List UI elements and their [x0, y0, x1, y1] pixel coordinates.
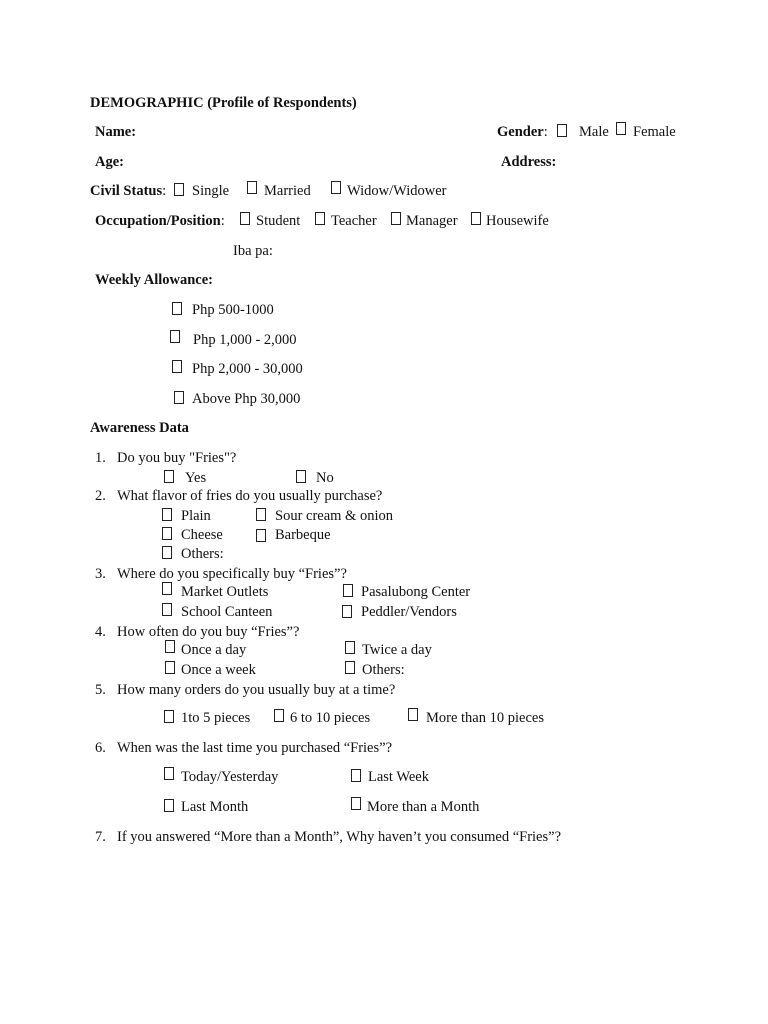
allowance-option-checkbox[interactable]: [172, 302, 182, 315]
q6-more-than-month-checkbox[interactable]: [351, 797, 361, 810]
question-text: What flavor of fries do you usually purchase?: [117, 488, 383, 504]
q3-peddler-label: Peddler/Vendors: [361, 604, 457, 620]
allowance-option-checkbox[interactable]: [170, 330, 180, 343]
q5-1-to-5-label: 1to 5 pieces: [181, 710, 251, 726]
gender-group: [497, 125, 548, 140]
question-text: Do you buy "Fries"?: [117, 450, 237, 466]
name-label: Name:: [95, 124, 137, 140]
q5-6-to-10-label: 6 to 10 pieces: [290, 710, 371, 726]
gender-female-checkbox[interactable]: [616, 122, 626, 135]
allowance-option-checkbox[interactable]: [174, 391, 184, 404]
gender-male-checkbox[interactable]: [557, 124, 567, 137]
civil-status-married-checkbox[interactable]: [247, 181, 257, 194]
allowance-option-label: Php 1,000 - 2,000: [193, 332, 297, 348]
q4-twice-a-day-checkbox[interactable]: [345, 641, 355, 654]
q2-sour-cream-label: Sour cream & onion: [275, 508, 393, 524]
allowance-option-label: Above Php 30,000: [192, 391, 301, 407]
q1-yes-checkbox[interactable]: [164, 470, 174, 483]
question-text: How many orders do you usually buy at a time?: [117, 682, 396, 698]
allowance-option-label: Php 2,000 - 30,000: [192, 361, 303, 377]
section-title-demographic: DEMOGRAPHIC (Profile of Respondents): [90, 95, 357, 111]
occupation-colon: :: [220, 213, 225, 229]
q6-last-month-checkbox[interactable]: [164, 799, 174, 812]
civil-status-colon: :: [162, 183, 167, 199]
q3-pasalubong-checkbox[interactable]: [343, 584, 353, 597]
q5-more-than-10-label: More than 10 pieces: [426, 710, 544, 726]
gender-label: Gender: [497, 124, 544, 140]
q2-cheese-label: Cheese: [181, 527, 223, 543]
gender-female-label: Female: [633, 124, 676, 140]
occupation-label: Occupation/Position: [95, 213, 221, 229]
q2-barbeque-label: Barbeque: [275, 527, 331, 543]
question-number: 3.: [95, 566, 106, 582]
occupation-group: [95, 214, 225, 229]
q6-more-than-month-label: More than a Month: [367, 799, 480, 815]
q1-no-checkbox[interactable]: [296, 470, 306, 483]
occupation-manager-checkbox[interactable]: [391, 212, 401, 225]
q6-today-checkbox[interactable]: [164, 767, 174, 780]
address-label: Address:: [501, 154, 557, 170]
civil-status-married-label: Married: [264, 183, 311, 199]
allowance-option-checkbox[interactable]: [172, 360, 182, 373]
gender-colon: :: [543, 124, 548, 140]
q6-last-month-label: Last Month: [181, 799, 249, 815]
question-text: How often do you buy “Fries”?: [117, 624, 300, 640]
civil-status-single-checkbox[interactable]: [174, 183, 184, 196]
q5-more-than-10-checkbox[interactable]: [408, 708, 418, 721]
q2-others-label: Others:: [181, 546, 224, 562]
question-text: Where do you specifically buy “Fries”?: [117, 566, 347, 582]
occupation-teacher-checkbox[interactable]: [315, 212, 325, 225]
civil-status-group: [90, 184, 166, 199]
q2-plain-checkbox[interactable]: [162, 508, 172, 521]
civil-status-label: Civil Status: [90, 183, 163, 199]
age-label: Age:: [95, 154, 124, 170]
q5-6-to-10-checkbox[interactable]: [274, 709, 284, 722]
q4-others-checkbox[interactable]: [345, 661, 355, 674]
question-number: 6.: [95, 740, 106, 756]
question-number: 7.: [95, 829, 106, 845]
q2-plain-label: Plain: [181, 508, 211, 524]
q3-market-outlets-label: Market Outlets: [181, 584, 269, 600]
q6-last-week-label: Last Week: [368, 769, 429, 785]
section-title-awareness: Awareness Data: [90, 420, 189, 436]
occupation-teacher-label: Teacher: [331, 213, 377, 229]
occupation-others-label: Iba pa:: [233, 243, 273, 259]
occupation-student-label: Student: [256, 213, 301, 229]
allowance-option-label: Php 500-1000: [192, 302, 274, 318]
q4-once-a-week-label: Once a week: [181, 662, 256, 678]
q3-peddler-checkbox[interactable]: [342, 605, 352, 618]
q2-cheese-checkbox[interactable]: [162, 527, 172, 540]
question-text: If you answered “More than a Month”, Why haven’t you consumed “Fries”?: [117, 829, 561, 845]
question-number: 2.: [95, 488, 106, 504]
question-text: When was the last time you purchased “Fries”?: [117, 740, 393, 756]
q1-no-label: No: [316, 470, 334, 486]
question-number: 5.: [95, 682, 106, 698]
occupation-housewife-checkbox[interactable]: [471, 212, 481, 225]
gender-male-label: Male: [579, 124, 609, 140]
q2-barbeque-checkbox[interactable]: [256, 529, 266, 542]
question-number: 4.: [95, 624, 106, 640]
q3-school-canteen-checkbox[interactable]: [162, 603, 172, 616]
q6-today-label: Today/Yesterday: [181, 769, 279, 785]
civil-status-single-label: Single: [192, 183, 230, 199]
q3-pasalubong-label: Pasalubong Center: [361, 584, 471, 600]
occupation-manager-label: Manager: [406, 213, 458, 229]
q3-school-canteen-label: School Canteen: [181, 604, 273, 620]
q4-once-a-day-label: Once a day: [181, 642, 247, 658]
q5-1-to-5-checkbox[interactable]: [164, 710, 174, 723]
occupation-student-checkbox[interactable]: [240, 212, 250, 225]
q3-market-outlets-checkbox[interactable]: [162, 582, 172, 595]
weekly-allowance-label: Weekly Allowance:: [95, 272, 214, 288]
q4-twice-a-day-label: Twice a day: [362, 642, 432, 658]
q4-once-a-day-checkbox[interactable]: [165, 640, 175, 653]
q4-once-a-week-checkbox[interactable]: [165, 661, 175, 674]
q4-others-label: Others:: [362, 662, 405, 678]
civil-status-widow-label: Widow/Widower: [347, 183, 447, 199]
occupation-housewife-label: Housewife: [486, 213, 549, 229]
q1-yes-label: Yes: [185, 470, 207, 486]
civil-status-widow-checkbox[interactable]: [331, 181, 341, 194]
question-number: 1.: [95, 450, 106, 466]
q2-sour-cream-checkbox[interactable]: [256, 508, 266, 521]
q6-last-week-checkbox[interactable]: [351, 769, 361, 782]
q2-others-checkbox[interactable]: [162, 546, 172, 559]
